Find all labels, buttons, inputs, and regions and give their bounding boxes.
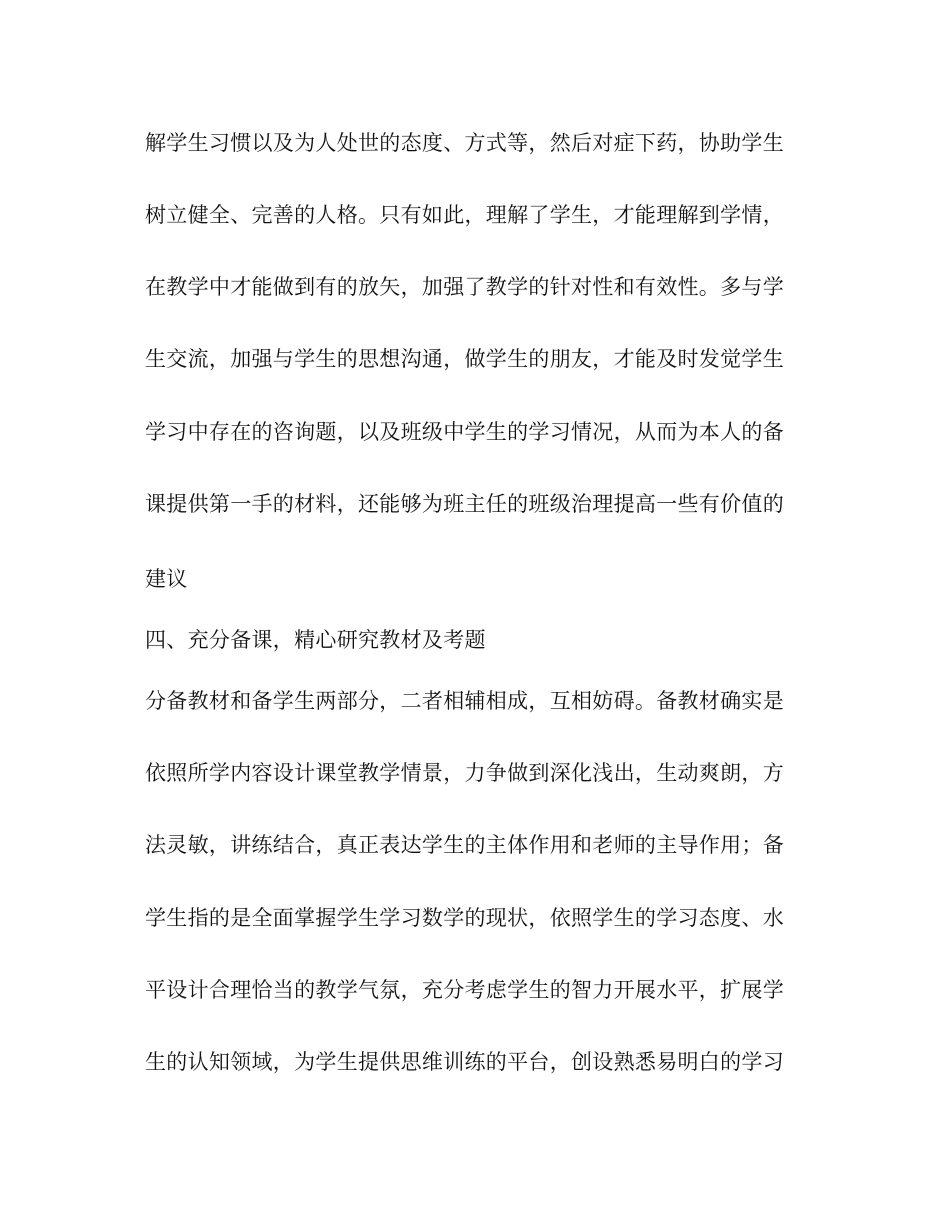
paragraph-2-line-1: 分备教材和备学生两部分，二者相辅相成，互相妨碍。备教材确实是 — [145, 689, 784, 713]
paragraph-2-line-4: 学生指的是全面掌握学生学习数学的现状，依照学生的学习态度、水 — [145, 906, 784, 930]
paragraph-1-line-3: 在教学中才能做到有的放矢，加强了教学的针对性和有效性。多与学 — [145, 275, 784, 299]
paragraph-1-line-4: 生交流，加强与学生的思想沟通，做学生的朋友，才能及时发觉学生 — [145, 347, 784, 371]
paragraph-2-line-5: 平设计合理恰当的教学气氛，充分考虑学生的智力开展水平，扩展学 — [145, 978, 784, 1002]
paragraph-1-line-6: 课提供第一手的材料，还能够为班主任的班级治理提高一些有价值的 — [145, 492, 784, 516]
paragraph-2-line-2: 依照所学内容设计课堂教学情景，力争做到深化浅出，生动爽朗，方 — [145, 761, 784, 785]
paragraph-1-line-1: 解学生习惯以及为人处世的态度、方式等，然后对症下药，协助学生 — [145, 131, 784, 155]
paragraph-2-line-3: 法灵敏，讲练结合，真正表达学生的主体作用和老师的主导作用；备 — [145, 833, 784, 857]
paragraph-1-line-5: 学习中存在的咨询题，以及班级中学生的学习情况，从而为本人的备 — [145, 420, 784, 444]
paragraph-2-line-6: 生的认知领域，为学生提供思维训练的平台，创设熟悉易明白的学习 — [145, 1050, 784, 1074]
paragraph-1-line-7: 建议 — [145, 567, 188, 591]
paragraph-1-line-2: 树立健全、完善的人格。只有如此，理解了学生，才能理解到学情， — [145, 203, 784, 227]
section-heading: 四、充分备课，精心研究教材及考题 — [145, 628, 486, 652]
